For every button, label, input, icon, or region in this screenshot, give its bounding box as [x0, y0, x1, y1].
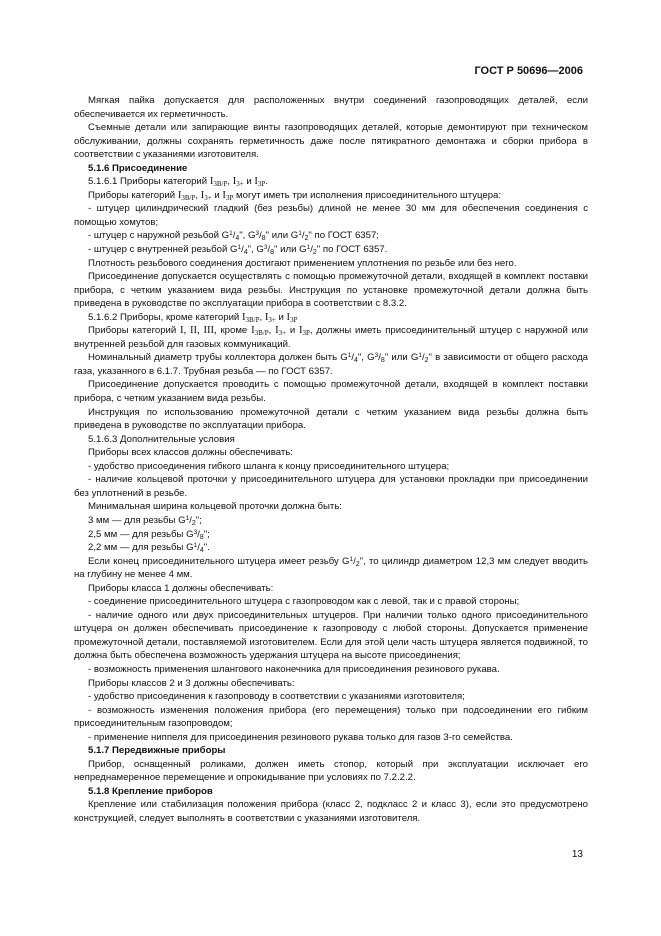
paragraph: Приборы классов 2 и 3 должны обеспечивать:	[88, 677, 295, 689]
paragraph: Присоединение допускается проводить с помощью промежуточной детали, входящей в комплект поставки прибора, с четким указанием вида резьбы.	[74, 379, 588, 405]
list-item: - соединение присоединительного штуцера с газопроводом как с левой, так и с правой стороны;	[88, 596, 520, 608]
paragraph: Приборы класса 1 должны обеспечивать:	[88, 582, 274, 594]
section-heading-5-1-8: 5.1.8 Крепление приборов	[88, 785, 213, 797]
paragraph: Приборы всех классов должны обеспечивать:	[88, 447, 293, 459]
list-item: 3 мм — для резьбы $G^1/_2$";	[88, 514, 202, 527]
paragraph: Крепление или стабилизация положения прибора (класс 2, подкласс 2 и класс 3), если это предусмотрено конструкцией, следует выполнять в соответствии с указаниями изготовителя.	[74, 799, 588, 824]
list-item: - применение ниппеля для присоединения резинового рукава только для газов 3-го семейства.	[88, 731, 513, 743]
subsection-heading-5-1-6-2: 5.1.6.2 Приборы, кроме категорий $I_{3B/P}$, $I_{3+}$ и $I_{3P}$	[88, 311, 298, 324]
list-item: - наличие кольцевой проточки у присоединительного штуцера для установки прокладки при присоединении без уплотнений в резьбе.	[74, 474, 588, 499]
page-number: 13	[571, 849, 583, 860]
list-item: - наличие одного или двух присоединительных штуцеров. При наличии только одного присоединительного штуцера он должен обеспечивать присоединение к газопроводу с любой стороны. Допускается применение промежуточной детали, поставляемой изготовителем. Если для этой цели часть штуцера является подвижной, то должна быть обеспечена возможность удержания штуцера на высоте присоединения;	[74, 609, 588, 662]
list-item: - штуцер цилиндрический гладкий (без резьбы) длиной не менее 30 мм для обеспечения соединения с помощью хомутов;	[74, 203, 588, 228]
standard-header: ГОСТ Р 50696—2006	[474, 65, 583, 77]
list-item: 2,2 мм — для резьбы $G^1/_4$".	[88, 542, 210, 555]
paragraph: Если конец присоединительного штуцера имеет резьбу $G^1/_2$", то цилиндр диаметром 12,3 мм следует вводить на глубину не менее 4 мм.	[74, 555, 588, 581]
list-item: - удобство присоединения к газопроводу в соответствии с указаниями изготовителя;	[88, 691, 465, 703]
list-item: 2,5 мм — для резьбы $G^3/_8$";	[88, 528, 210, 541]
list-item: - возможность применения шлангового наконечника для присоединения резинового рукава.	[88, 663, 500, 675]
paragraph: Номинальный диаметр трубы коллектора должен быть $G^1/_4$", $G^3/_8$" или $G^1/_2$" в зависимости от общего расхода газа, указанного в 6.1.7. Трубная резьба — по ГОСТ 6357.	[74, 352, 588, 377]
paragraph: Приборы категорий I, II, III, кроме $I_{3B/P}$, $I_{3+}$ и $I_{3P}$, должны иметь присоединительный штуцер с наружной или внутренней резьбой для газовых коммуникаций.	[74, 325, 588, 350]
section-heading-5-1-6: 5.1.6 Присоединение	[88, 162, 188, 174]
paragraph: Минимальная ширина кольцевой проточки должна быть:	[88, 501, 342, 513]
paragraph: Мягкая пайка допускается для расположенных внутри соединений газопроводящих деталей, если обеспечивается их герметичность.	[74, 95, 588, 120]
list-item: - штуцер с наружной резьбой $G^1/_4$", $G^3/_8$" или $G^1/_2$" по ГОСТ 6357;	[88, 230, 379, 243]
section-heading-5-1-7: 5.1.7 Передвижные приборы	[88, 745, 226, 757]
paragraph: Присоединение допускается осуществлять с помощью промежуточной детали, входящей в комплект поставки прибора, с четким указанием вида резьбы. Инструкция по установке промежуточной детали должна быть приведена в руководстве по эксплуатации прибора в соответствии с 8.3.2.	[74, 271, 588, 310]
document-body	[74, 94, 588, 826]
paragraph: Съемные детали или запирающие винты газопроводящих деталей, которые демонтируют при техническом обслуживании, должны сохранять герметичность даже после пятикратного демонтажа и сборки прибора в соответствии с указаниями изготовителя.	[74, 122, 588, 161]
paragraph: Прибор, оснащенный роликами, должен иметь стопор, который при эксплуатации исключает его непреднамеренное перемещение и опрокидывание при условиях по 7.2.2.2.	[74, 758, 588, 784]
subsection-heading-5-1-6-1: 5.1.6.1 Приборы категорий $I_{3B/P}$, $I_{3+}$ и $I_{3P}$.	[88, 176, 269, 189]
list-item: - возможность изменения положения прибора (его перемещения) только при подсоединении его гибким присоединительным газопроводом;	[74, 704, 588, 730]
paragraph: Приборы категорий $I_{3B/P}$, $I_{3+}$ и $I_{3P}$ могут иметь три исполнения присоединительного штуцера:	[88, 189, 502, 202]
paragraph: Плотность резьбового соединения достигают применением уплотнения по резьбе или без него.	[88, 257, 517, 269]
list-item: - удобство присоединения гибкого шланга к концу присоединительного штуцера;	[88, 460, 450, 472]
subsection-heading-5-1-6-3: 5.1.6.3 Дополнительные условия	[88, 433, 235, 445]
paragraph: Инструкция по использованию промежуточной детали с четким указанием вида резьбы должна быть приведена в руководстве по эксплуатации прибора.	[74, 406, 588, 432]
list-item: - штуцер с внутренней резьбой $G^1/_4$", $G^3/_8$" или $G^1/_2$" по ГОСТ 6357.	[88, 244, 388, 257]
